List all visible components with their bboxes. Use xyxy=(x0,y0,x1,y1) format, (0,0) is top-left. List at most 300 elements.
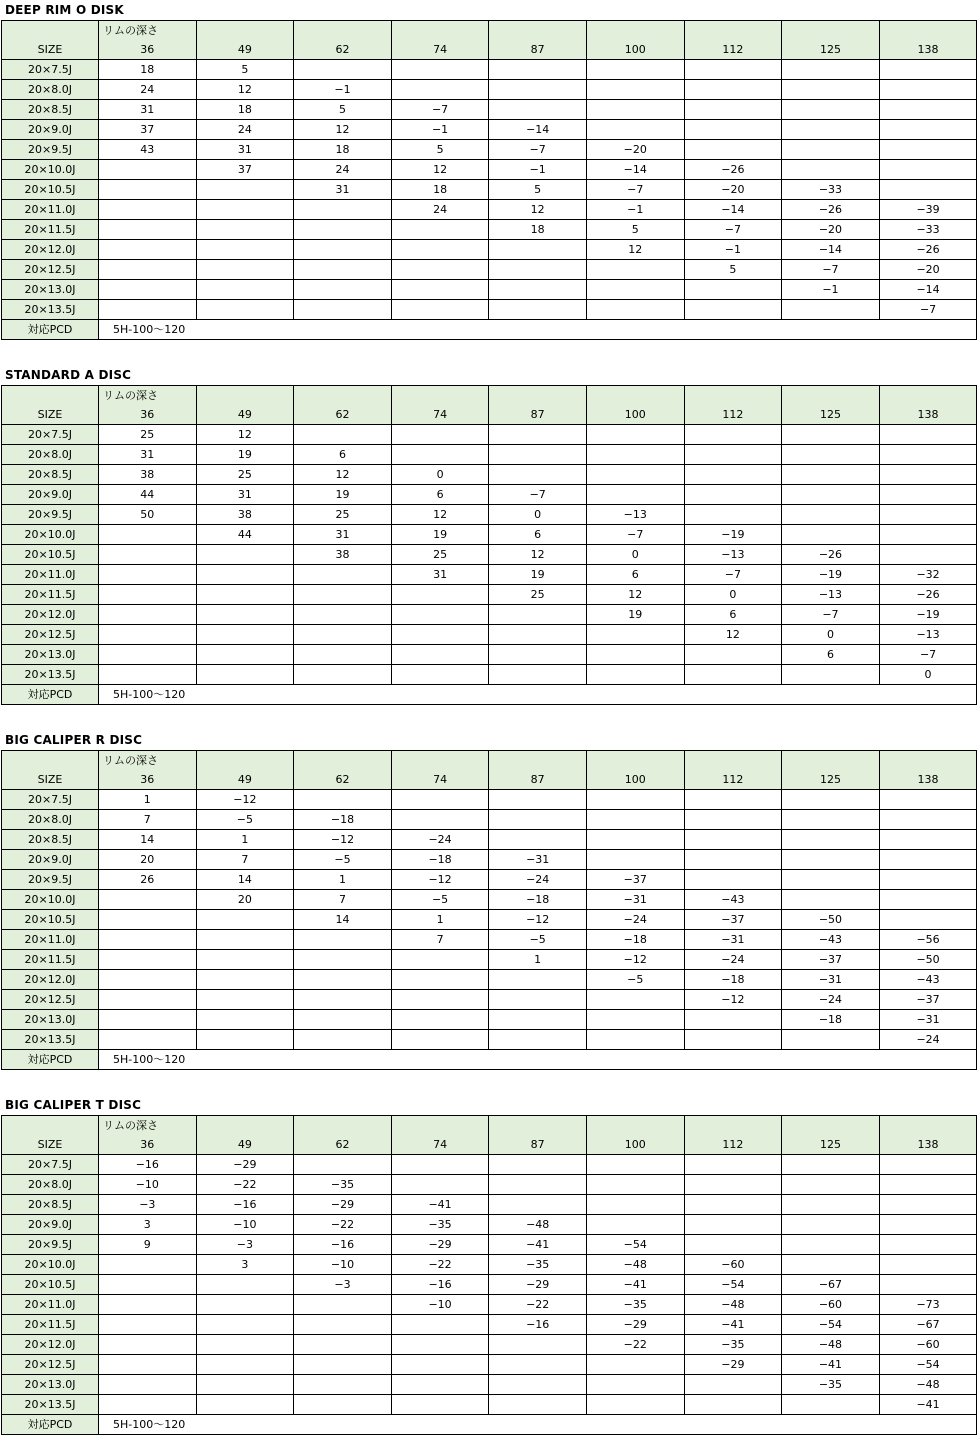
offset-value-cell xyxy=(684,665,782,685)
offset-value-cell: −41 xyxy=(684,1315,782,1335)
offset-value-cell xyxy=(782,870,880,890)
offset-value-cell xyxy=(489,240,587,260)
wheel-size-cell: 20×12.0J xyxy=(2,970,99,990)
column-header-row xyxy=(2,405,977,425)
offset-value-cell: −50 xyxy=(782,910,880,930)
offset-value-cell: 3 xyxy=(99,1215,197,1235)
header-cell xyxy=(782,1116,880,1136)
offset-value-cell xyxy=(99,1315,197,1335)
offset-value-cell: −39 xyxy=(879,200,977,220)
header-cell xyxy=(782,751,880,771)
table-row xyxy=(2,1275,977,1295)
offset-value-cell xyxy=(684,485,782,505)
offset-value-cell xyxy=(879,80,977,100)
table-row xyxy=(2,1355,977,1375)
table-row xyxy=(2,545,977,565)
rim-depth-column-header: 62 xyxy=(294,40,392,60)
offset-value-cell xyxy=(684,280,782,300)
offset-value-cell: −13 xyxy=(879,625,977,645)
offset-value-cell xyxy=(99,300,197,320)
offset-value-cell: 6 xyxy=(391,485,489,505)
offset-value-cell xyxy=(879,100,977,120)
header-cell xyxy=(294,751,392,771)
offset-value-cell: −5 xyxy=(586,970,684,990)
offset-value-cell xyxy=(782,525,880,545)
offset-value-cell: −41 xyxy=(879,1395,977,1415)
offset-value-cell xyxy=(196,665,294,685)
table-row xyxy=(2,120,977,140)
table-row xyxy=(2,445,977,465)
offset-value-cell xyxy=(99,565,197,585)
wheel-size-cell: 20×8.5J xyxy=(2,830,99,850)
rim-depth-column-header: 74 xyxy=(391,40,489,60)
offset-value-cell xyxy=(294,280,392,300)
offset-value-cell: −18 xyxy=(489,890,587,910)
offset-value-cell: 1 xyxy=(391,910,489,930)
offset-value-cell: −37 xyxy=(586,870,684,890)
wheel-size-cell: 20×9.5J xyxy=(2,140,99,160)
offset-value-cell xyxy=(586,1155,684,1175)
rim-depth-column-header: 112 xyxy=(684,1135,782,1155)
offset-value-cell: −29 xyxy=(294,1195,392,1215)
offset-value-cell xyxy=(879,1275,977,1295)
offset-value-cell: −48 xyxy=(782,1335,880,1355)
offset-value-cell xyxy=(684,1155,782,1175)
wheel-size-cell: 20×8.0J xyxy=(2,1175,99,1195)
offset-value-cell: 0 xyxy=(879,665,977,685)
offset-value-cell: −26 xyxy=(684,160,782,180)
offset-value-cell: −1 xyxy=(489,160,587,180)
offset-value-cell xyxy=(294,425,392,445)
offset-value-cell xyxy=(294,1335,392,1355)
table-row xyxy=(2,80,977,100)
rim-depth-column-header: 138 xyxy=(879,40,977,60)
offset-value-cell xyxy=(196,260,294,280)
offset-value-cell: 18 xyxy=(99,60,197,80)
offset-value-cell xyxy=(684,80,782,100)
offset-value-cell: −29 xyxy=(489,1275,587,1295)
rim-depth-column-header: 125 xyxy=(782,405,880,425)
offset-value-cell xyxy=(684,1235,782,1255)
offset-value-cell xyxy=(294,565,392,585)
offset-value-cell xyxy=(196,180,294,200)
offset-value-cell xyxy=(586,120,684,140)
offset-value-cell xyxy=(294,300,392,320)
offset-value-cell xyxy=(586,260,684,280)
offset-value-cell xyxy=(782,120,880,140)
rim-depth-label: リムの深さ xyxy=(99,1116,197,1136)
offset-value-cell: −13 xyxy=(782,585,880,605)
table-row xyxy=(2,790,977,810)
wheel-offset-section xyxy=(0,730,977,1070)
offset-value-cell: 1 xyxy=(489,950,587,970)
offset-value-cell xyxy=(196,585,294,605)
offset-value-cell: −67 xyxy=(782,1275,880,1295)
table-row xyxy=(2,565,977,585)
offset-value-cell xyxy=(586,280,684,300)
offset-value-cell xyxy=(782,1030,880,1050)
pcd-label: 対応PCD xyxy=(2,1415,99,1435)
header-cell xyxy=(391,386,489,406)
offset-value-cell: −7 xyxy=(684,220,782,240)
offset-value-cell xyxy=(586,60,684,80)
wheel-size-cell: 20×13.0J xyxy=(2,1375,99,1395)
header-corner-cell xyxy=(2,751,99,771)
offset-value-cell: 12 xyxy=(489,545,587,565)
offset-value-cell xyxy=(489,60,587,80)
offset-value-cell xyxy=(684,120,782,140)
offset-value-cell: −1 xyxy=(586,200,684,220)
offset-value-cell xyxy=(294,665,392,685)
header-corner-cell xyxy=(2,386,99,406)
wheel-size-cell: 20×10.0J xyxy=(2,160,99,180)
offset-value-cell xyxy=(586,1215,684,1235)
offset-value-cell: 38 xyxy=(294,545,392,565)
wheel-size-cell: 20×13.5J xyxy=(2,1395,99,1415)
offset-value-cell xyxy=(294,645,392,665)
offset-value-cell xyxy=(391,950,489,970)
wheel-size-cell: 20×10.0J xyxy=(2,890,99,910)
wheel-size-cell: 20×10.5J xyxy=(2,910,99,930)
offset-value-cell xyxy=(391,585,489,605)
table-row xyxy=(2,1155,977,1175)
offset-value-cell: −35 xyxy=(489,1255,587,1275)
rim-depth-column-header: 49 xyxy=(196,1135,294,1155)
offset-value-cell xyxy=(196,1275,294,1295)
offset-value-cell: 7 xyxy=(99,810,197,830)
header-cell xyxy=(391,751,489,771)
offset-value-cell xyxy=(99,950,197,970)
offset-value-cell xyxy=(879,810,977,830)
column-header-row xyxy=(2,1135,977,1155)
offset-value-cell: 9 xyxy=(99,1235,197,1255)
offset-value-cell xyxy=(294,1395,392,1415)
offset-value-cell: −12 xyxy=(294,830,392,850)
offset-value-cell: −7 xyxy=(391,100,489,120)
offset-value-cell xyxy=(99,1335,197,1355)
offset-value-cell xyxy=(196,950,294,970)
offset-value-cell xyxy=(586,300,684,320)
offset-value-cell: 25 xyxy=(294,505,392,525)
rim-depth-column-header: 100 xyxy=(586,770,684,790)
offset-value-cell: −48 xyxy=(489,1215,587,1235)
table-row xyxy=(2,240,977,260)
offset-value-cell: 31 xyxy=(391,565,489,585)
wheel-size-cell: 20×12.0J xyxy=(2,240,99,260)
header-cell xyxy=(586,386,684,406)
offset-value-cell: 18 xyxy=(196,100,294,120)
rim-depth-column-header: 49 xyxy=(196,40,294,60)
offset-value-cell: −16 xyxy=(196,1195,294,1215)
offset-value-cell: −7 xyxy=(684,565,782,585)
offset-value-cell xyxy=(586,850,684,870)
header-cell xyxy=(294,21,392,41)
offset-value-cell: −54 xyxy=(879,1355,977,1375)
offset-value-cell xyxy=(684,1030,782,1050)
offset-value-cell xyxy=(294,1030,392,1050)
offset-value-cell xyxy=(586,1010,684,1030)
offset-value-cell xyxy=(782,300,880,320)
offset-value-cell: 37 xyxy=(196,160,294,180)
offset-value-cell xyxy=(782,60,880,80)
offset-value-cell: −32 xyxy=(879,565,977,585)
offset-value-cell xyxy=(196,1355,294,1375)
offset-value-cell xyxy=(879,1155,977,1175)
offset-value-cell: −19 xyxy=(782,565,880,585)
pcd-value: 5H-100～120 xyxy=(99,1415,977,1435)
offset-value-cell xyxy=(196,625,294,645)
offset-value-cell: −7 xyxy=(489,485,587,505)
offset-value-cell: −18 xyxy=(391,850,489,870)
offset-value-cell: −31 xyxy=(879,1010,977,1030)
header-row xyxy=(2,386,977,406)
offset-value-cell: −26 xyxy=(879,240,977,260)
offset-value-cell: 12 xyxy=(586,240,684,260)
offset-value-cell: −29 xyxy=(391,1235,489,1255)
wheel-size-cell: 20×8.0J xyxy=(2,80,99,100)
offset-value-cell: −31 xyxy=(782,970,880,990)
wheel-size-cell: 20×13.5J xyxy=(2,300,99,320)
offset-value-cell xyxy=(391,665,489,685)
offset-value-cell: 0 xyxy=(489,505,587,525)
offset-value-cell: −1 xyxy=(391,120,489,140)
offset-value-cell: −12 xyxy=(489,910,587,930)
offset-value-cell xyxy=(294,220,392,240)
offset-value-cell xyxy=(879,790,977,810)
offset-value-cell xyxy=(489,1195,587,1215)
offset-value-cell xyxy=(489,1155,587,1175)
offset-value-cell: −1 xyxy=(782,280,880,300)
offset-value-cell: −60 xyxy=(684,1255,782,1275)
offset-value-cell xyxy=(586,1395,684,1415)
rim-depth-column-header: 112 xyxy=(684,405,782,425)
offset-value-cell xyxy=(294,950,392,970)
offset-value-cell xyxy=(782,140,880,160)
offset-value-cell xyxy=(391,445,489,465)
header-cell xyxy=(196,21,294,41)
offset-value-cell xyxy=(99,930,197,950)
offset-value-cell xyxy=(684,1175,782,1195)
offset-value-cell xyxy=(294,1315,392,1335)
offset-value-cell xyxy=(294,790,392,810)
offset-value-cell xyxy=(586,485,684,505)
offset-value-cell: 18 xyxy=(391,180,489,200)
offset-value-cell: 1 xyxy=(99,790,197,810)
offset-value-cell: 6 xyxy=(684,605,782,625)
offset-value-cell xyxy=(391,1010,489,1030)
offset-value-cell: 25 xyxy=(489,585,587,605)
offset-value-cell: −16 xyxy=(489,1315,587,1335)
table-row xyxy=(2,1215,977,1235)
table-row xyxy=(2,810,977,830)
offset-value-cell xyxy=(782,1235,880,1255)
wheel-size-cell: 20×11.0J xyxy=(2,1295,99,1315)
offset-value-cell: 37 xyxy=(99,120,197,140)
offset-value-cell xyxy=(294,260,392,280)
offset-value-cell: −13 xyxy=(586,505,684,525)
offset-value-cell: 5 xyxy=(489,180,587,200)
offset-value-cell xyxy=(586,465,684,485)
offset-value-cell: 24 xyxy=(294,160,392,180)
offset-value-cell xyxy=(391,1395,489,1415)
wheel-size-cell: 20×9.0J xyxy=(2,1215,99,1235)
offset-value-cell: 19 xyxy=(391,525,489,545)
offset-table xyxy=(1,385,977,705)
header-cell xyxy=(684,1116,782,1136)
table-row xyxy=(2,300,977,320)
offset-value-cell xyxy=(391,280,489,300)
offset-value-cell: 1 xyxy=(196,830,294,850)
header-cell xyxy=(879,21,977,41)
offset-value-cell xyxy=(99,260,197,280)
offset-value-cell xyxy=(586,80,684,100)
offset-value-cell xyxy=(99,220,197,240)
offset-value-cell xyxy=(391,605,489,625)
offset-value-cell: 3 xyxy=(196,1255,294,1275)
offset-value-cell xyxy=(196,1335,294,1355)
wheel-size-cell: 20×13.5J xyxy=(2,1030,99,1050)
offset-value-cell xyxy=(489,1030,587,1050)
wheel-offset-section xyxy=(0,365,977,705)
table-row xyxy=(2,525,977,545)
offset-value-cell xyxy=(782,850,880,870)
offset-value-cell xyxy=(99,890,197,910)
wheel-size-cell: 20×11.5J xyxy=(2,950,99,970)
table-row xyxy=(2,465,977,485)
offset-value-cell: −50 xyxy=(879,950,977,970)
pcd-row xyxy=(2,1415,977,1435)
offset-value-cell: −24 xyxy=(489,870,587,890)
offset-value-cell xyxy=(684,505,782,525)
offset-value-cell: 6 xyxy=(294,445,392,465)
offset-value-cell xyxy=(782,1215,880,1235)
offset-value-cell: −22 xyxy=(391,1255,489,1275)
column-header-row xyxy=(2,40,977,60)
wheel-size-cell: 20×7.5J xyxy=(2,1155,99,1175)
offset-value-cell: 19 xyxy=(489,565,587,585)
offset-value-cell xyxy=(391,260,489,280)
offset-value-cell xyxy=(391,1355,489,1375)
wheel-size-cell: 20×11.0J xyxy=(2,930,99,950)
offset-value-cell: 20 xyxy=(196,890,294,910)
offset-value-cell xyxy=(99,180,197,200)
offset-value-cell: −41 xyxy=(489,1235,587,1255)
offset-value-cell xyxy=(489,790,587,810)
offset-value-cell: −7 xyxy=(879,300,977,320)
offset-value-cell xyxy=(294,625,392,645)
offset-value-cell: −12 xyxy=(684,990,782,1010)
offset-value-cell xyxy=(99,1275,197,1295)
offset-value-cell: −18 xyxy=(684,970,782,990)
offset-value-cell xyxy=(196,200,294,220)
header-cell xyxy=(586,1116,684,1136)
header-cell xyxy=(684,751,782,771)
offset-value-cell xyxy=(391,970,489,990)
offset-value-cell: 44 xyxy=(99,485,197,505)
offset-value-cell xyxy=(391,240,489,260)
offset-value-cell xyxy=(879,525,977,545)
wheel-size-cell: 20×10.0J xyxy=(2,525,99,545)
offset-value-cell xyxy=(879,140,977,160)
offset-value-cell xyxy=(99,160,197,180)
rim-depth-column-header: 62 xyxy=(294,1135,392,1155)
rim-depth-column-header: 112 xyxy=(684,770,782,790)
header-cell xyxy=(879,386,977,406)
offset-value-cell xyxy=(99,545,197,565)
wheel-offset-section xyxy=(0,1095,977,1435)
wheel-size-cell: 20×11.5J xyxy=(2,585,99,605)
table-row xyxy=(2,890,977,910)
offset-value-cell xyxy=(586,1175,684,1195)
table-row xyxy=(2,930,977,950)
wheel-size-cell: 20×13.0J xyxy=(2,645,99,665)
table-row xyxy=(2,60,977,80)
section-title: BIG CALIPER R DISC xyxy=(5,733,143,747)
offset-value-cell xyxy=(684,425,782,445)
offset-value-cell xyxy=(489,990,587,1010)
offset-value-cell: −22 xyxy=(586,1335,684,1355)
offset-value-cell xyxy=(879,830,977,850)
offset-value-cell: −20 xyxy=(879,260,977,280)
offset-value-cell xyxy=(489,80,587,100)
offset-value-cell xyxy=(586,645,684,665)
rim-depth-column-header: 125 xyxy=(782,1135,880,1155)
offset-value-cell: 0 xyxy=(782,625,880,645)
table-row xyxy=(2,870,977,890)
offset-value-cell: 31 xyxy=(196,140,294,160)
offset-value-cell xyxy=(879,180,977,200)
offset-value-cell: 25 xyxy=(196,465,294,485)
offset-value-cell xyxy=(782,425,880,445)
offset-value-cell xyxy=(586,810,684,830)
offset-table xyxy=(1,20,977,340)
rim-depth-column-header: 62 xyxy=(294,770,392,790)
offset-value-cell xyxy=(196,1395,294,1415)
offset-value-cell: −5 xyxy=(294,850,392,870)
rim-depth-column-header: 87 xyxy=(489,40,587,60)
pcd-label: 対応PCD xyxy=(2,1050,99,1070)
rim-depth-column-header: 125 xyxy=(782,40,880,60)
size-header: SIZE xyxy=(2,1135,99,1155)
offset-value-cell: 25 xyxy=(99,425,197,445)
wheel-size-cell: 20×11.0J xyxy=(2,200,99,220)
table-row xyxy=(2,200,977,220)
offset-value-cell: 20 xyxy=(99,850,197,870)
offset-value-cell xyxy=(782,790,880,810)
offset-value-cell: −31 xyxy=(586,890,684,910)
offset-value-cell xyxy=(489,830,587,850)
offset-value-cell: 0 xyxy=(391,465,489,485)
offset-value-cell: −26 xyxy=(782,545,880,565)
offset-value-cell: 31 xyxy=(99,445,197,465)
offset-value-cell xyxy=(586,425,684,445)
offset-value-cell xyxy=(489,810,587,830)
offset-value-cell xyxy=(391,625,489,645)
offset-value-cell: 5 xyxy=(391,140,489,160)
size-header: SIZE xyxy=(2,770,99,790)
offset-value-cell: −48 xyxy=(684,1295,782,1315)
rim-depth-column-header: 138 xyxy=(879,770,977,790)
offset-value-cell: −13 xyxy=(684,545,782,565)
offset-value-cell xyxy=(684,1195,782,1215)
offset-value-cell: −26 xyxy=(782,200,880,220)
offset-value-cell: −60 xyxy=(782,1295,880,1315)
offset-value-cell xyxy=(196,1375,294,1395)
offset-value-cell xyxy=(196,1010,294,1030)
offset-value-cell xyxy=(489,1175,587,1195)
offset-value-cell: −12 xyxy=(196,790,294,810)
offset-value-cell: 25 xyxy=(391,545,489,565)
